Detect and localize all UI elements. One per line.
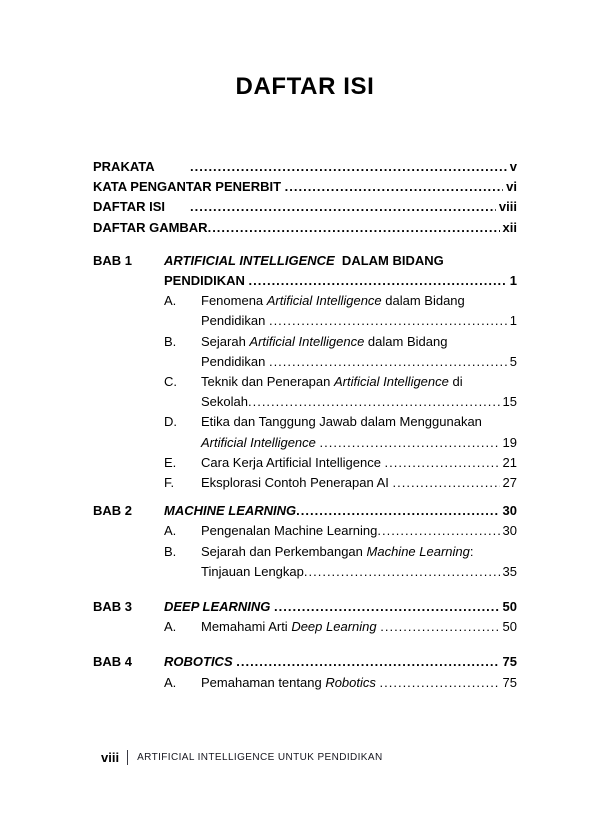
chapter-number: BAB 2 [93,503,133,519]
dot-leader [304,562,500,582]
dot-leader [385,453,500,473]
toc-entry-line [201,392,517,412]
toc-entry-label: PRAKATA [93,159,155,174]
toc-entry-label: DAFTAR ISI [93,199,165,215]
footer-book-title: ARTIFICIAL INTELLIGENCE UNTUK PENDIDIKAN [137,752,383,763]
dot-leader [274,597,500,617]
toc-entry-line [201,673,517,693]
page-number: 15 [502,394,517,410]
item-letter: B. [164,543,177,559]
toc-entry-line [201,562,517,582]
page-number: 75 [502,674,517,690]
item-letter: A. [164,293,177,309]
dot-leader [236,652,499,672]
page-number: 27 [502,475,517,491]
toc-entry-line [201,453,517,473]
page-number: viii [498,199,517,215]
toc-entry [164,352,517,372]
toc-entry-line [201,542,517,562]
toc-entry [93,157,517,177]
toc-entry-text: di [448,374,463,390]
dot-leader [377,521,499,541]
toc-entry-line [201,473,517,493]
toc-entry [164,521,517,541]
toc-entry-text: Sekolah [201,394,248,410]
toc-entry [164,473,517,493]
toc-entry-line [201,433,517,453]
front-matter-list [93,157,517,238]
toc-entry [164,372,517,392]
item-letter: C. [164,374,177,390]
item-letter: E. [164,454,177,470]
toc-entry-text: Sejarah dan Perkembangan [201,543,367,559]
page-title: DAFTAR ISI [235,73,375,100]
toc-entry-text: Pemahaman tentang [201,674,326,690]
chapter-list [93,251,517,693]
toc-entry-line [164,652,517,672]
toc-entry [93,197,517,217]
toc-entry [164,433,517,453]
chapter-block [93,251,517,493]
toc-entry-text: Eksplorasi Contoh Penerapan AI [201,475,393,491]
toc-entry [164,332,517,352]
dot-leader [285,177,504,197]
page-number: 1 [509,273,517,289]
page-number: xii [502,219,517,235]
dot-leader [320,433,500,453]
chapter-number: BAB 3 [93,599,133,615]
toc-entry-text: Pendidikan [201,353,269,369]
footer-page-number: viii [101,750,120,765]
toc-entry-text: Pengenalan Machine Learning [201,523,378,539]
page-number: 5 [509,353,517,369]
page-number: 75 [502,654,517,670]
toc-entry-line [201,617,517,637]
toc-entry-line [201,332,517,352]
toc-entry [164,392,517,412]
page-footer [101,750,383,765]
toc-entry [164,412,517,432]
toc-entry-text: dalam Bidang [381,293,465,309]
dot-leader [269,352,507,372]
toc-entry-text: Artificial Intelligence [201,434,320,450]
toc-entry-line [201,352,517,372]
footer-divider [127,750,128,765]
dot-leader [393,473,500,493]
page-number: 19 [502,434,517,450]
item-letter: D. [164,414,177,430]
chapter-lines [164,597,517,637]
toc-entry-text: Deep Learning [291,619,377,635]
toc-entry-label: KATA PENGANTAR PENERBIT [93,179,285,195]
toc-entry-line [164,501,517,521]
dot-leader [296,501,499,521]
toc-entry-label: DAFTAR GAMBAR [93,219,208,235]
dot-leader [248,392,500,412]
toc-entry-text: MACHINE LEARNING [164,503,297,519]
toc-entry-text: Fenomena [201,293,267,309]
toc-entry-text: Cara Kerja Artificial Intelligence [201,454,385,470]
page-number: 50 [502,619,517,635]
dot-leader [190,157,507,177]
dot-leader [249,271,507,291]
chapter-lines [164,501,517,582]
toc-entry [164,542,517,562]
toc-entry-text: Teknik dan Penerapan [201,374,334,390]
chapter-number: BAB 1 [93,252,133,268]
toc-entry-text: Pendidikan [201,313,269,329]
toc-entry-text: ROBOTICS [164,654,237,670]
dot-leader [269,311,507,331]
toc-entry [93,218,517,238]
chapter-block [93,597,517,637]
chapter-block [93,652,517,692]
toc-entry-text: Artificial Intelligence [266,293,382,309]
page-number: v [509,159,517,174]
toc-entry [164,311,517,331]
page-number: 50 [502,599,517,615]
dot-leader [380,617,499,637]
toc-entry-line [201,372,517,392]
dot-leader [380,673,500,693]
table-of-contents [93,157,517,693]
toc-entry-text: : [469,543,474,559]
chapter-lines [164,251,517,493]
dot-leader [190,197,496,217]
toc-entry [164,291,517,311]
toc-entry-line [201,291,517,311]
item-letter: A. [164,523,177,539]
toc-entry [93,177,517,197]
item-letter: B. [164,333,177,349]
toc-entry-text: DALAM BIDANG [334,252,444,268]
toc-entry-text: Etika dan Tanggung Jawab dalam Menggunakan [201,414,482,430]
toc-entry-text: ARTIFICIAL INTELLIGENCE [164,252,335,268]
toc-entry [164,617,517,637]
item-letter: A. [164,674,177,690]
dot-leader [208,218,500,238]
toc-entry [164,673,517,693]
toc-entry-text: Artificial Intelligence [249,333,365,349]
toc-entry-text: Robotics [325,674,376,690]
toc-entry-text: Artificial Intelligence [333,374,449,390]
toc-entry-line [164,271,517,291]
toc-entry-line [201,311,517,331]
page-number: 1 [509,313,517,329]
page-number: 21 [502,454,517,470]
toc-entry-line [201,412,517,432]
item-letter: A. [164,619,177,635]
page-number: 30 [502,503,517,519]
chapter-block [93,501,517,582]
toc-entry-text: Machine Learning [366,543,470,559]
item-letter: F. [164,475,175,491]
toc-entry-line [164,597,517,617]
toc-entry-text: PENDIDIKAN [164,273,249,289]
page-number: vi [506,179,517,195]
toc-entry-text: Memahami Arti [201,619,292,635]
chapter-lines [164,652,517,692]
toc-entry-text: dalam Bidang [364,333,448,349]
toc-entry-line [164,251,517,271]
toc-entry-text: DEEP LEARNING [164,599,275,615]
toc-entry [164,562,517,582]
toc-entry-line [201,521,517,541]
page-number: 35 [502,563,517,579]
toc-entry [164,453,517,473]
toc-entry-text: Sejarah [201,333,250,349]
page-number: 30 [502,523,517,539]
toc-entry-text: Tinjauan Lengkap [201,563,304,579]
chapter-number: BAB 4 [93,654,133,670]
